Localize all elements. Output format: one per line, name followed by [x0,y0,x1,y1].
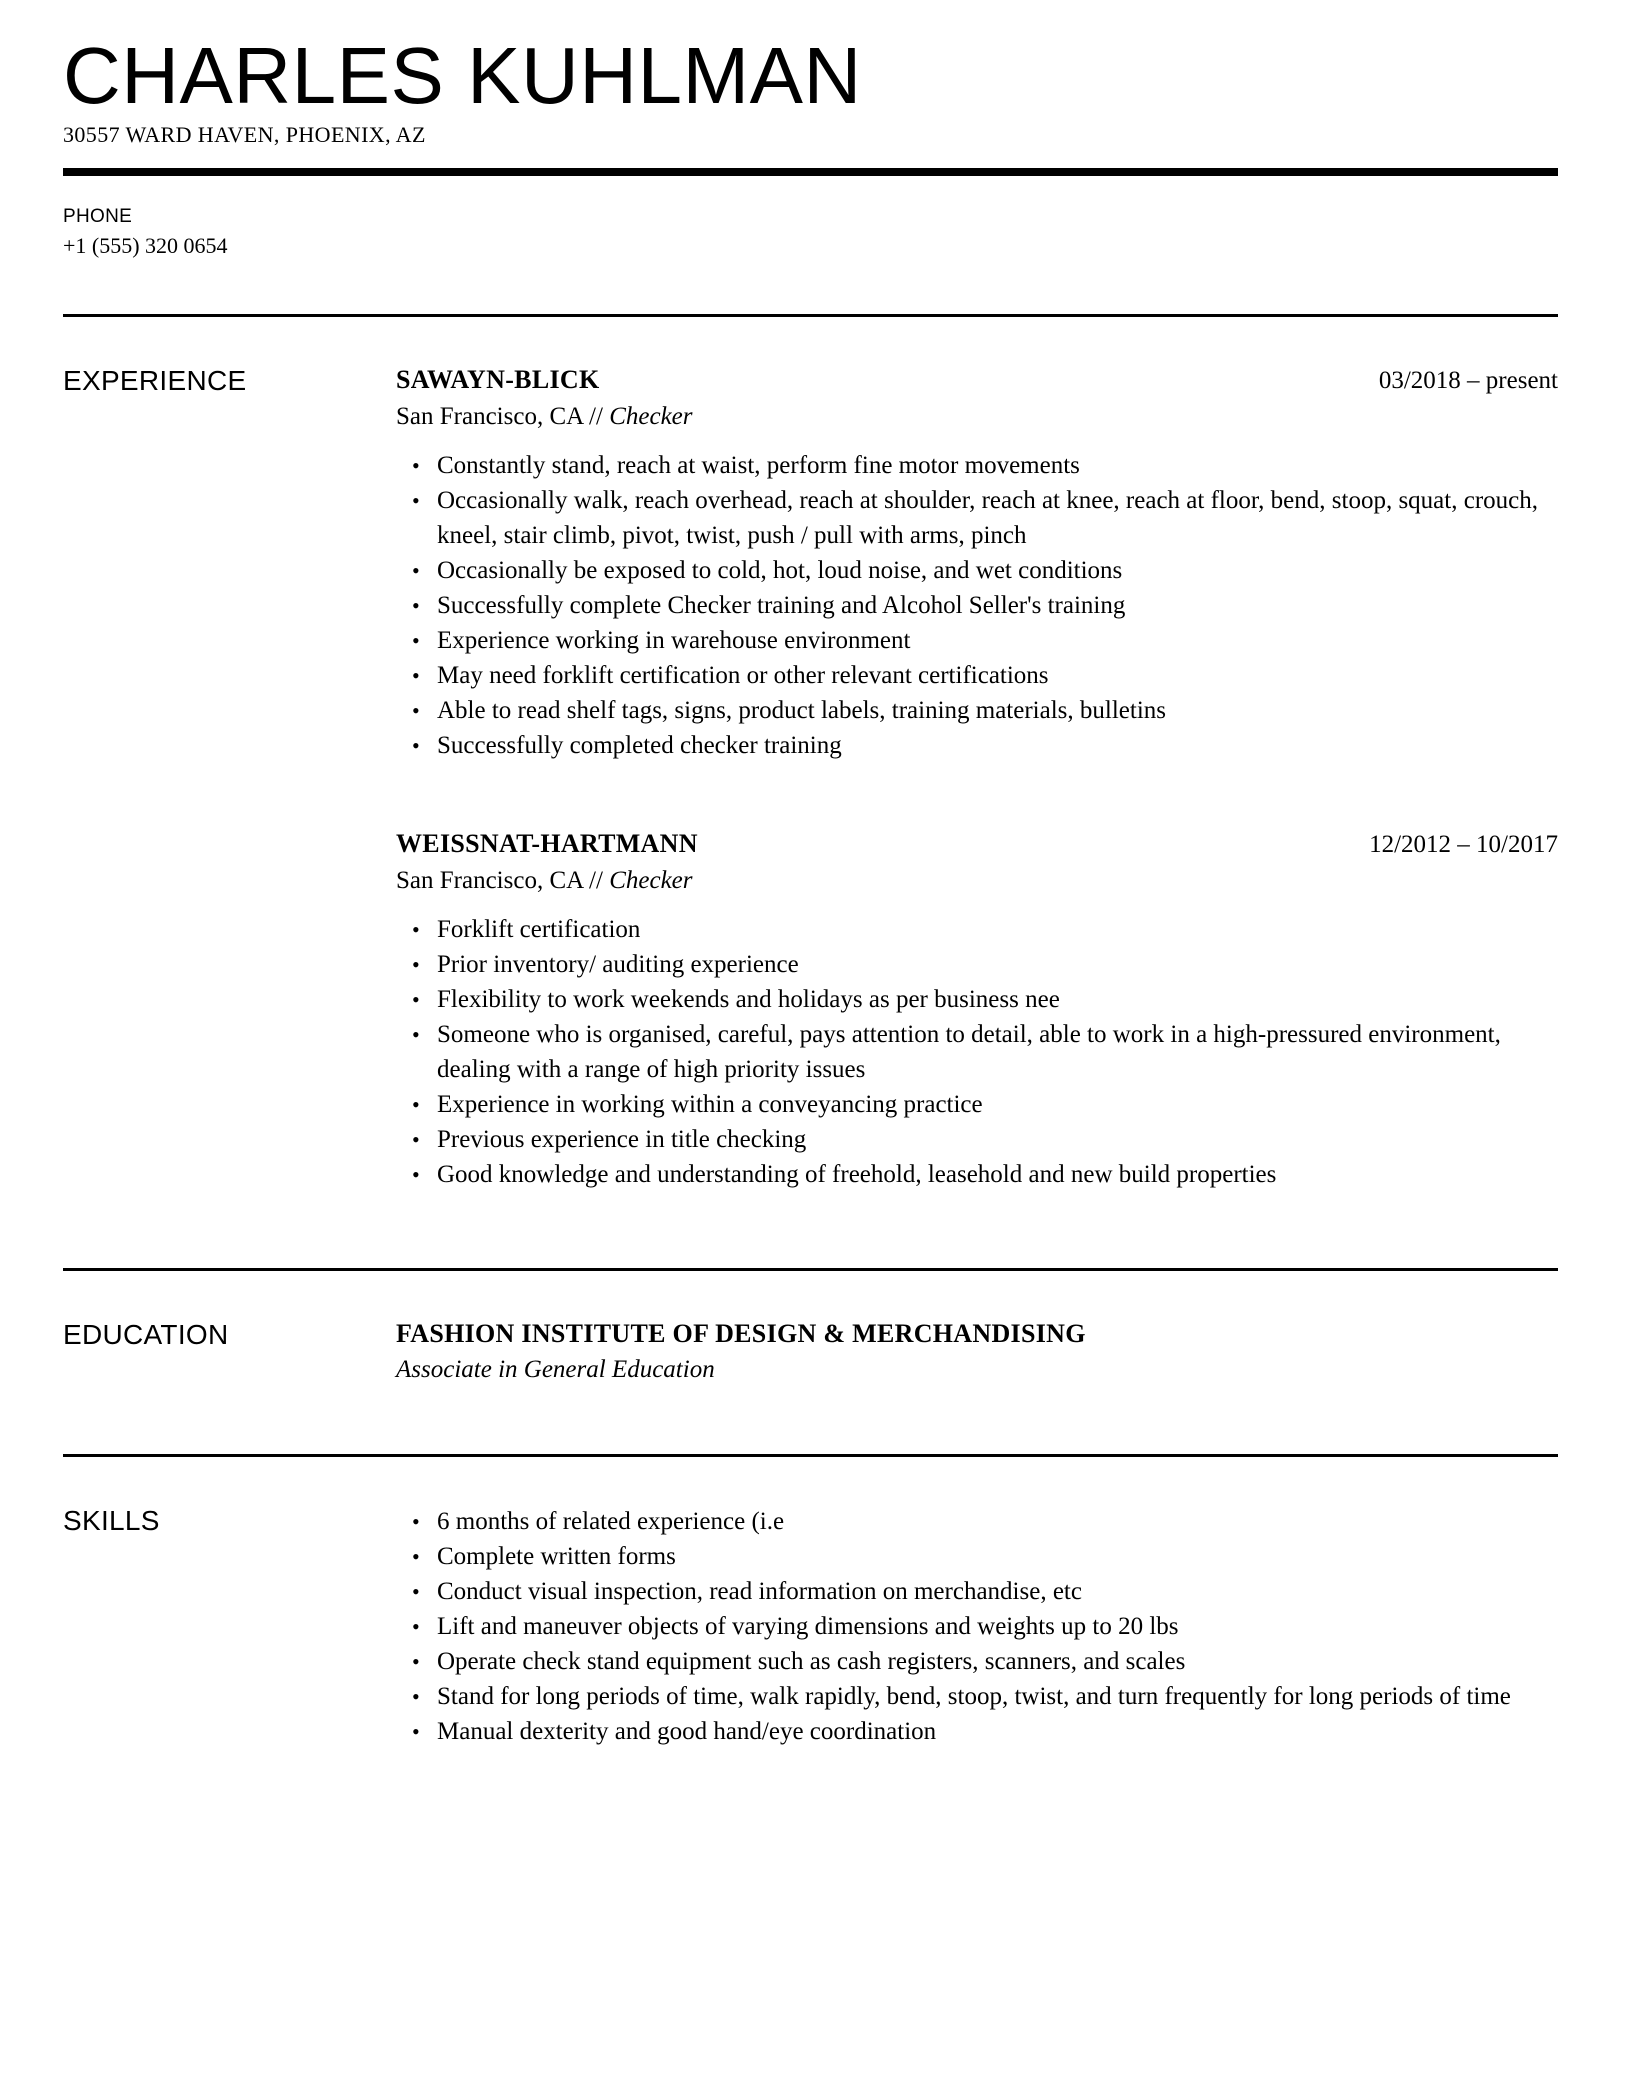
job-bullet-list [396,912,1558,1192]
job-bullet: • Constantly stand, reach at waist, perform fine motor movements [396,448,1558,483]
candidate-name: CHARLES KUHLMAN [63,31,862,120]
job-location: San Francisco, CA [396,403,583,431]
job-subtitle [396,402,1558,432]
job-location: San Francisco, CA [396,867,583,895]
job-bullet: • May need forklift certification or other relevant certifications [396,658,1558,693]
job-bullet: • Successfully complete Checker training and Alcohol Seller's training [396,588,1558,623]
job-company: WEISSNAT-HARTMANN [396,829,698,859]
job-bullet: • Previous experience in title checking [396,1122,1558,1157]
experience-section-label: EXPERIENCE [63,365,247,397]
job-bullet: • Forklift certification [396,912,1558,947]
job-bullet: • Someone who is organised, careful, pays attention to detail, able to work in a high-pressured environment, dealing with a range of high priority issues [396,1017,1558,1087]
job-separator: // [582,403,610,431]
skill-bullet: • 6 months of related experience (i.e [396,1504,1558,1539]
job-company: SAWAYN-BLICK [396,365,600,395]
resume-header [63,31,1558,147]
skills-section [63,1457,1558,1749]
contact-block [63,206,1558,259]
job-bullet: • Occasionally walk, reach overhead, reach at shoulder, reach at knee, reach at floor, bend, stoop, squat, crouch, kneel, stair climb, pivot, twist, push / pull with arms, pinch [396,483,1558,553]
skills-bullet-list [396,1504,1558,1749]
job-bullet: • Occasionally be exposed to cold, hot, loud noise, and wet conditions [396,553,1558,588]
job-role: Checker [609,403,693,431]
education-section [63,1271,1558,1454]
job-bullet-list [396,448,1558,763]
job-bullet: • Flexibility to work weekends and holidays as per business nee [396,982,1558,1017]
education-degree: Associate in General Education [396,1356,715,1384]
job-separator: // [582,867,610,895]
experience-section [63,317,1558,1268]
job-bullet: • Good knowledge and understanding of freehold, leasehold and new build properties [396,1157,1558,1192]
skills-section-label: SKILLS [63,1505,160,1537]
header-divider [63,168,1558,176]
skills-content [396,1504,1558,1749]
phone-value: +1 (555) 320 0654 [63,232,228,258]
education-school: FASHION INSTITUTE OF DESIGN & MERCHANDISING [396,1319,1086,1349]
education-content [396,1318,1558,1385]
skill-bullet: • Operate check stand equipment such as cash registers, scanners, and scales [396,1644,1558,1679]
job-bullet: • Experience working in warehouse environment [396,623,1558,658]
job-role: Checker [609,867,693,895]
skill-bullet: • Conduct visual inspection, read information on merchandise, etc [396,1574,1558,1609]
skill-bullet: • Manual dexterity and good hand/eye coordination [396,1714,1558,1749]
skill-bullet: • Lift and maneuver objects of varying dimensions and weights up to 20 lbs [396,1609,1558,1644]
job-header [396,828,1558,860]
job-dates: 03/2018 – present [1378,367,1558,395]
job-dates: 12/2012 – 10/2017 [1369,831,1558,859]
job-entry [396,828,1558,1192]
phone-label: PHONE [63,206,133,227]
skill-bullet: • Complete written forms [396,1539,1558,1574]
candidate-address: 30557 WARD HAVEN, PHOENIX, AZ [63,122,426,147]
experience-content [396,364,1558,1192]
job-bullet: • Experience in working within a conveyancing practice [396,1087,1558,1122]
job-header [396,364,1558,396]
job-bullet: • Prior inventory/ auditing experience [396,947,1558,982]
education-section-label: EDUCATION [63,1319,229,1351]
job-entry [396,364,1558,763]
skill-bullet: • Stand for long periods of time, walk rapidly, bend, stoop, twist, and turn frequently for long periods of time [396,1679,1558,1714]
job-subtitle [396,866,1558,896]
job-bullet: • Successfully completed checker training [396,728,1558,763]
job-bullet: • Able to read shelf tags, signs, product labels, training materials, bulletins [396,693,1558,728]
